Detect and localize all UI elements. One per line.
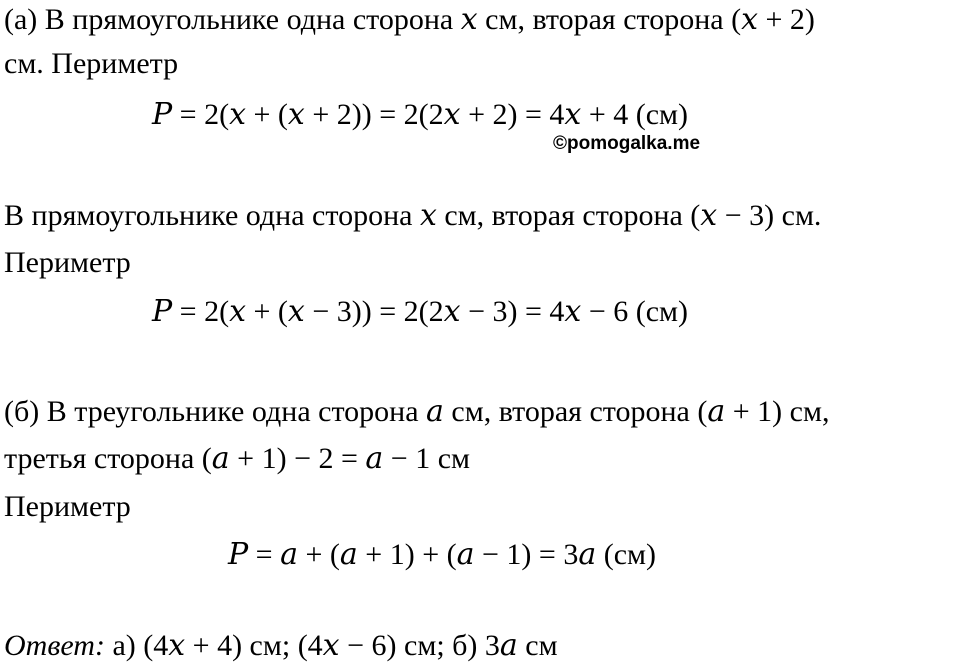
part-a-line-2: см. Периметр (4, 47, 179, 80)
answer-label: Ответ: (4, 629, 105, 662)
part-b-line-2: третья сторона (𝑎 + 1) − 2 = 𝑎 − 1 см (4, 442, 471, 475)
part-a-line-4: Периметр (4, 246, 131, 279)
answer-text: а) (4𝑥 + 4) см; (4𝑥 − 6) см; б) 3𝑎 см (104, 629, 558, 662)
answer-line (4, 628, 558, 664)
part-b-line-3: Периметр (4, 490, 131, 523)
part-a-formula-2: 𝑃 = 2(𝑥 + (𝑥 − 3)) = 2(2𝑥 − 3) = 4𝑥 − 6 (см) (152, 295, 689, 328)
part-a-formula-1: 𝑃 = 2(𝑥 + (𝑥 + 2)) = 2(2𝑥 + 2) = 4𝑥 + 4 (см) (152, 98, 689, 131)
watermark: ©pomogalka.me (553, 133, 701, 154)
part-b-formula: 𝑃 = 𝑎 + (𝑎 + 1) + (𝑎 − 1) = 3𝑎 (см) (228, 538, 656, 571)
part-a-line-1: (а) В прямоугольнике одна сторона 𝑥 см, вторая сторона (𝑥 + 2) (4, 3, 815, 36)
part-b-line-1: (б) В треугольнике одна сторона 𝑎 см, вторая сторона (𝑎 + 1) см, (4, 395, 830, 428)
part-a-line-3: В прямоугольнике одна сторона 𝑥 см, вторая сторона (𝑥 − 3) см. (4, 199, 822, 232)
